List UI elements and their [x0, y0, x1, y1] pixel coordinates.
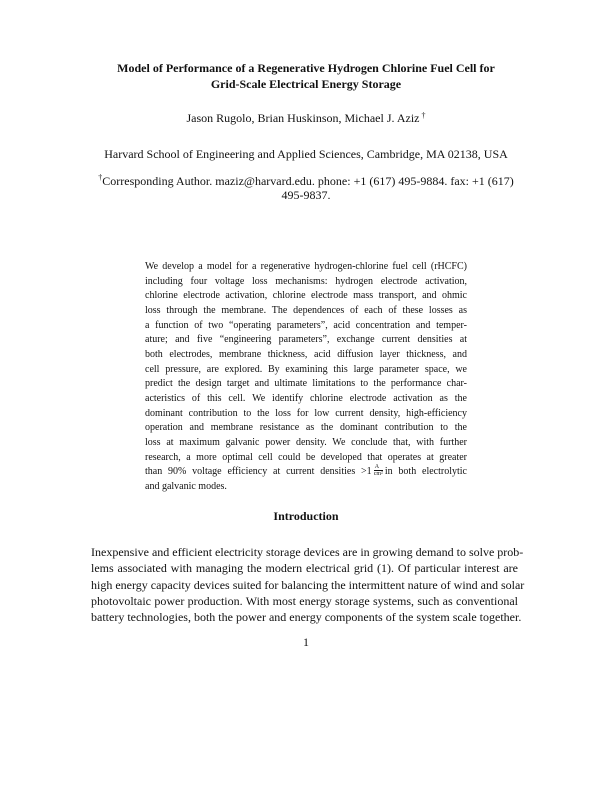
abstract-text: than 90% voltage efficiency at current densities >1: [145, 466, 372, 478]
abstract-line: acteristics of this cell. We identify chlorine electrode activation as the: [145, 392, 467, 404]
fraction-denominator: cm²: [373, 471, 383, 478]
title-line-1: Model of Performance of a Regenerative Hydrogen Chlorine Fuel Cell for: [117, 61, 495, 75]
abstract-line: loss at maximum galvanic power density. We conclude that, with further: [145, 436, 467, 448]
abstract-line-with-fraction: [145, 465, 467, 480]
author-list: [60, 111, 552, 126]
intro-line: photovoltaic power production. With most energy storage systems, such as conventional: [91, 593, 518, 608]
paper-title: [60, 60, 552, 92]
amps-per-cm2-fraction: [374, 464, 383, 477]
abstract-line: We develop a model for a regenerative hydrogen-chlorine fuel cell (rHCFC): [145, 261, 467, 272]
abstract-line: and galvanic modes.: [145, 480, 227, 492]
authors-text: Jason Rugolo, Brian Huskinson, Michael J. Aziz: [186, 111, 420, 125]
title-line-2: Grid-Scale Electrical Energy Storage: [210, 77, 402, 91]
corresponding-line-2: 495-9837.: [281, 188, 331, 202]
abstract-text: in both electrolytic: [384, 466, 467, 478]
intro-line: lems associated with managing the modern electrical grid (1). Of particular interest are: [91, 561, 518, 576]
abstract-line: a function of two “operating parameters”, acid concentration and temper-: [145, 319, 467, 331]
intro-line: battery technologies, both the power and energy components of the system scale together.: [91, 610, 522, 625]
abstract-line: dominant contribution to the loss for low current density, high-efficiency: [145, 407, 467, 419]
corresponding-line-1: Corresponding Author. maziz@harvard.edu. phone: +1 (617) 495-9884. fax: +1 (617): [102, 174, 514, 188]
abstract: [145, 260, 467, 495]
abstract-line: both electrodes, membrane thickness, acid diffusion layer thickness, and: [145, 348, 467, 360]
affiliation: Harvard School of Engineering and Applied Sciences, Cambridge, MA 02138, USA: [104, 147, 508, 161]
dagger-mark: †: [421, 111, 426, 120]
abstract-line: cell pressure, are explored. By examining this large parameter space, we: [145, 363, 467, 375]
page-number: 1: [303, 635, 309, 649]
corresponding-author-note: [80, 174, 532, 202]
abstract-line: loss through the membrane. The dependences of each of these losses as: [145, 304, 467, 316]
intro-line: Inexpensive and efficient electricity storage devices are in growing demand to solve prob-: [91, 545, 524, 559]
abstract-line: predict the design target and ultimate limitations to the performance char-: [145, 378, 467, 390]
abstract-line: research, a more optimal cell could be developed that operates at greater: [145, 451, 467, 463]
abstract-line: including four voltage loss mechanisms: hydrogen electrode activation,: [145, 275, 467, 287]
section-heading-introduction: Introduction: [273, 509, 339, 523]
abstract-line: ature; and five “engineering parameters”, exchange current densities at: [145, 334, 467, 346]
intro-line: high energy capacity devices suited for balancing the intermittent nature of wind and solar: [91, 577, 525, 592]
introduction-paragraph: [91, 544, 525, 625]
abstract-line: chlorine electrode activation, chlorine electrode mass transport, and ohmic: [145, 290, 467, 302]
abstract-line: operation and membrane resistance as the dominant contribution to the: [145, 422, 467, 434]
fraction-numerator: A: [374, 464, 383, 471]
dagger-mark: †: [98, 173, 103, 182]
